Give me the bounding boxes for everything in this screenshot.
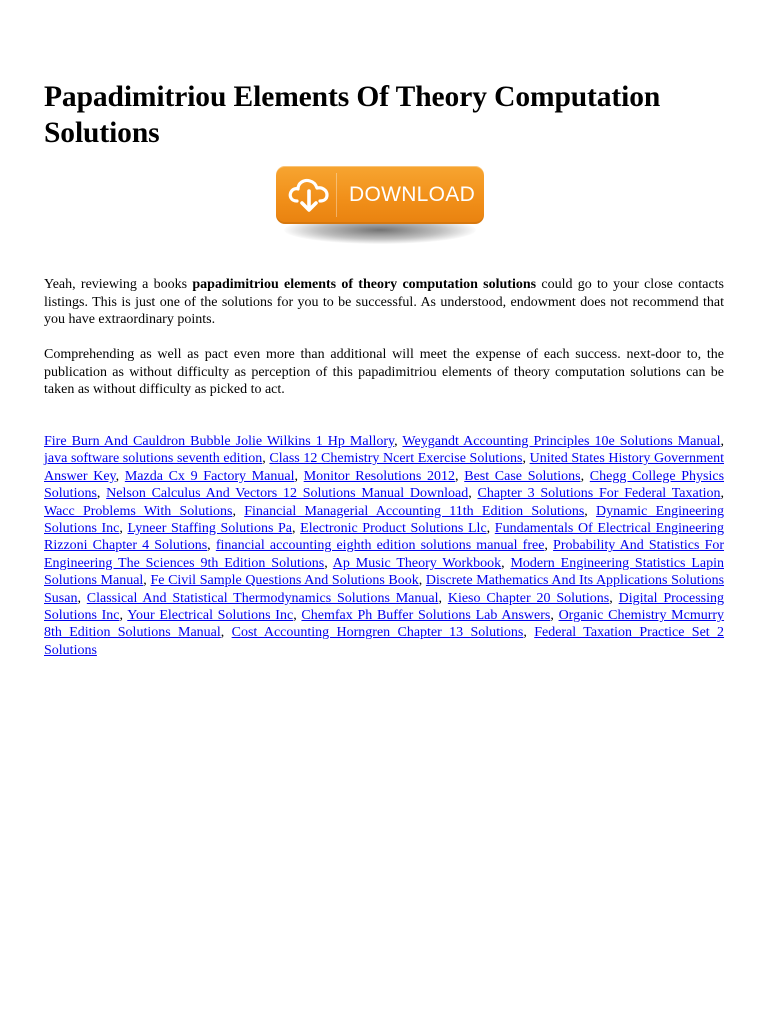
related-link[interactable]: java software solutions seventh edition (44, 451, 263, 467)
link-separator: , (438, 590, 448, 606)
link-separator: , (324, 555, 333, 571)
link-separator: , (77, 590, 87, 606)
link-separator: , (232, 503, 245, 519)
link-separator: , (292, 521, 301, 537)
intro-paragraph (44, 276, 724, 329)
link-separator: , (207, 538, 216, 554)
related-link[interactable]: Your Electrical Solutions Inc (127, 608, 294, 624)
link-separator: , (580, 468, 590, 484)
link-separator: , (455, 468, 465, 484)
related-link[interactable]: Federal Taxation Practice Set 2 Solutions (44, 625, 725, 658)
related-link[interactable]: Fire Burn And Cauldron Bubble Jolie Wilkins 1 Hp Mallory (44, 434, 395, 449)
link-separator: , (119, 521, 128, 537)
related-link[interactable]: Wacc Problems With Solutions (44, 503, 233, 519)
related-link[interactable]: Lyneer Staffing Solutions Pa (127, 521, 293, 537)
related-link[interactable]: Ap Music Theory Workbook (332, 555, 502, 571)
related-link[interactable]: Monitor Resolutions 2012 (303, 468, 456, 484)
link-separator: , (119, 608, 128, 624)
related-link[interactable]: Class 12 Chemistry Ncert Exercise Solutions (269, 451, 523, 467)
link-separator: , (262, 451, 270, 467)
intro-bold-title: papadimitriou elements of theory computation solutions (192, 277, 537, 292)
related-link[interactable]: Chapter 3 Solutions For Federal Taxation (477, 486, 721, 502)
download-button-divider (336, 173, 337, 217)
related-link[interactable]: Mazda Cx 9 Factory Manual (124, 468, 295, 484)
link-separator: , (293, 608, 302, 624)
link-separator: , (143, 573, 151, 589)
link-separator: , (720, 486, 724, 502)
link-separator: , (584, 503, 597, 519)
download-button[interactable] (276, 166, 484, 224)
link-separator: , (501, 555, 511, 571)
related-link[interactable]: Probability And Statistics For Engineering The Sciences 9th Edition Solutions (44, 538, 725, 571)
link-separator: , (550, 608, 559, 624)
link-separator: , (220, 625, 232, 641)
related-link[interactable]: Weygandt Accounting Principles 10e Solutions Manual (402, 434, 721, 449)
link-separator: , (468, 486, 478, 502)
intro-prefix: Yeah, reviewing a books (44, 277, 193, 292)
cloud-download-icon (284, 166, 334, 224)
link-separator: , (115, 468, 125, 484)
intro-suffix: could go to your close contacts listings. This is just one of the solutions for you to be successful. As understood, endowment does not recommend that you have extraordinary points. (44, 277, 724, 327)
related-link[interactable]: Organic Chemistry Mcmurry 8th Edition Solutions Manual (44, 608, 725, 641)
related-link[interactable]: Fe Civil Sample Questions And Solutions Book (150, 573, 419, 589)
related-link[interactable]: Modern Engineering Statistics Lapin Solutions Manual (44, 555, 724, 589)
download-button-label: DOWNLOAD (349, 183, 476, 206)
link-separator: , (609, 590, 619, 606)
related-link[interactable]: Chegg College Physics Solutions (44, 468, 725, 502)
link-separator: , (418, 573, 426, 589)
related-links-list (44, 433, 724, 659)
link-separator: , (294, 468, 304, 484)
link-separator: , (523, 625, 535, 641)
related-link[interactable]: financial accounting eighth edition solutions manual free (215, 538, 545, 554)
related-link[interactable]: Nelson Calculus And Vectors 12 Solutions Manual Download (106, 486, 469, 502)
link-separator: , (96, 486, 107, 502)
related-link[interactable]: Financial Managerial Accounting 11th Edition Solutions (244, 503, 585, 519)
related-link[interactable]: Best Case Solutions (464, 468, 581, 484)
related-link[interactable]: Digital Processing Solutions Inc (44, 590, 724, 624)
related-link[interactable]: Discrete Mathematics And Its Applications Solutions Susan (44, 573, 725, 606)
related-link[interactable]: Classical And Statistical Thermodynamics Solutions Manual (86, 590, 439, 606)
link-separator: , (486, 521, 495, 537)
link-separator: , (394, 434, 403, 449)
link-separator: , (522, 451, 530, 467)
related-link[interactable]: Electronic Product Solutions Llc (300, 521, 487, 537)
link-separator: , (720, 434, 724, 449)
related-link[interactable]: Kieso Chapter 20 Solutions (447, 590, 610, 606)
page-title: Papadimitriou Elements Of Theory Computation Solutions (44, 81, 661, 149)
related-link[interactable]: Cost Accounting Horngren Chapter 13 Solutions (231, 625, 524, 641)
related-link[interactable]: Fundamentals Of Electrical Engineering Rizzoni Chapter 4 Solutions (44, 521, 725, 554)
download-button-wrapper (276, 166, 484, 246)
related-link[interactable]: Chemfax Ph Buffer Solutions Lab Answers (301, 608, 551, 624)
related-link[interactable]: Dynamic Engineering Solutions Inc (44, 503, 725, 537)
related-link[interactable]: United States History Government Answer Key (44, 451, 725, 484)
body-paragraph: Comprehending as well as pact even more than additional will meet the expense of each success. next-door to, the publication as without difficulty as perception of this papadimitriou elements of theory computation solutions can be taken as without difficulty as picked to act. (44, 347, 724, 397)
link-separator: , (544, 538, 554, 554)
